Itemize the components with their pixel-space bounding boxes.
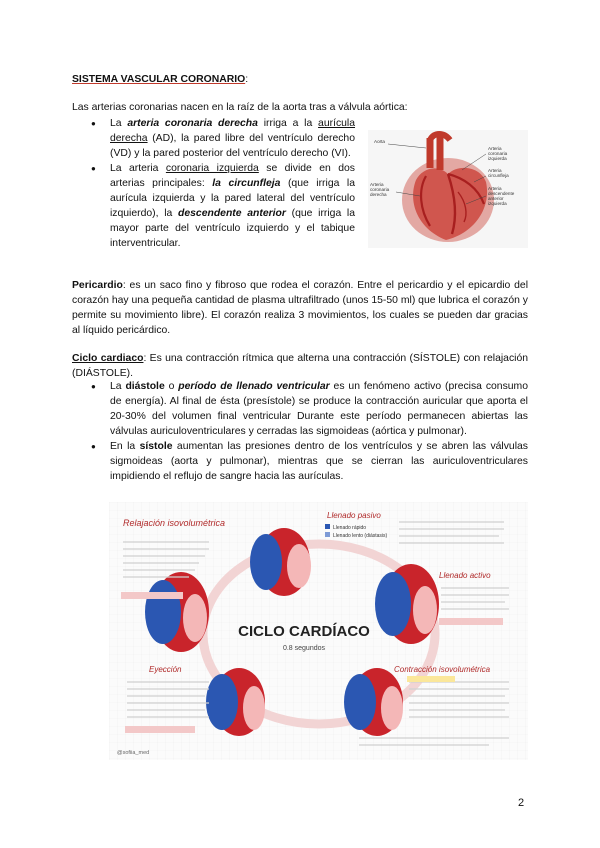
label-aorta: Aorta bbox=[374, 139, 385, 144]
list-item: ● La arteria coronaria izquierda se divide en dos arterias principales: la circunfleja (que irriga la aurícula izquierda y la pared lateral del ventrículo izquierdo), la descendente anterior (que irriga la mayor parte del ventrículo izquierdo y el tabique interventricular. bbox=[88, 161, 355, 251]
list-item: ● La arteria coronaria derecha irriga a la aurícula derecha (AD), la pared libre del ventrículo derecho (VD) y la pared posterior del ventrículo derecho (VI). bbox=[88, 116, 355, 161]
svg-text:Arteriadescendenteanteriorizqu: Arteria descendente anterior izquierda bbox=[488, 186, 515, 206]
svg-text:Llenado rápido: Llenado rápido bbox=[333, 525, 367, 531]
ciclo-paragraph: Ciclo cardiaco: Es una contracción rítmica que alterna una contracción (SÍSTOLE) con relajación (DIÁSTOLE). bbox=[72, 353, 529, 379]
phase-llenado-activo: Llenado activo bbox=[439, 571, 491, 580]
list-item: ● En la sístole aumentan las presiones dentro de los ventrículos y se abren las válvulas sigmoideas (aorta y pulmonar), mientras que se cierran las auriculoventriculares impidiendo el reflujo de sangre hacia las aurículas. bbox=[88, 439, 528, 484]
phase-contraccion: Contracción isovolumétrica bbox=[394, 665, 491, 674]
heart-left bbox=[145, 572, 209, 652]
heart-right bbox=[375, 564, 439, 644]
credit: @sofiia_med bbox=[117, 750, 150, 756]
page-number: 2 bbox=[518, 797, 525, 809]
ciclo-list bbox=[88, 379, 528, 484]
cycle-center-sub: 0.8 segundos bbox=[282, 645, 326, 652]
section-title: SISTEMA VASCULAR CORONARIO: bbox=[72, 74, 249, 85]
svg-text:Arteriacircunfleja: Arteria circunfleja bbox=[488, 168, 509, 178]
coronary-list bbox=[88, 116, 355, 251]
cycle-center-title: CICLO CARDÍACO bbox=[238, 623, 370, 640]
phase-llenado-pasivo: Llenado pasivo bbox=[327, 511, 381, 520]
cardiac-cycle-illustration bbox=[109, 502, 528, 760]
heart-bottom-left bbox=[206, 668, 265, 736]
phase-eyeccion: Eyección bbox=[149, 665, 182, 674]
svg-text:Llenado lento (diástasis): Llenado lento (diástasis) bbox=[333, 533, 388, 539]
svg-text:Arteriacoronariaizquierda: Arteria coronaria izquierda bbox=[488, 146, 508, 161]
heart-bottom-right bbox=[344, 668, 403, 736]
intro-text: Las arterias coronarias nacen en la raíz de la aorta tras a válvula aórtica: bbox=[72, 102, 408, 113]
svg-text:Arteriacoronariaderecha: Arteria coronaria derecha bbox=[370, 182, 390, 197]
list-item: ● La diástole o período de llenado ventricular es un fenómeno activo (precisa consumo de energía). Al final de ésta (presístole) se produce la contracción auricular que aporta el 20-30% del volumen final ventricular Durante este período permanecen abiertas las válvulas auriculoventriculares y cerradas las sigmoideas (aórtica y pulmonar). bbox=[88, 379, 528, 439]
pericardio-paragraph: Pericardio: es un saco fino y fibroso que rodea el corazón. Entre el pericardio y el epicardio del corazón hay una pequeña cantidad de plasma ultrafiltrado (unos 15-50 ml) que lubrica el corazón y permite su movimiento libre). El corazón realiza 3 movimientos, los cuales se pueden dar gracias al líquido pericárdico. bbox=[72, 280, 528, 336]
phase-relajacion: Relajación isovolumétrica bbox=[123, 518, 226, 528]
coronary-heart-illustration bbox=[368, 130, 528, 248]
heart-top bbox=[250, 528, 311, 596]
